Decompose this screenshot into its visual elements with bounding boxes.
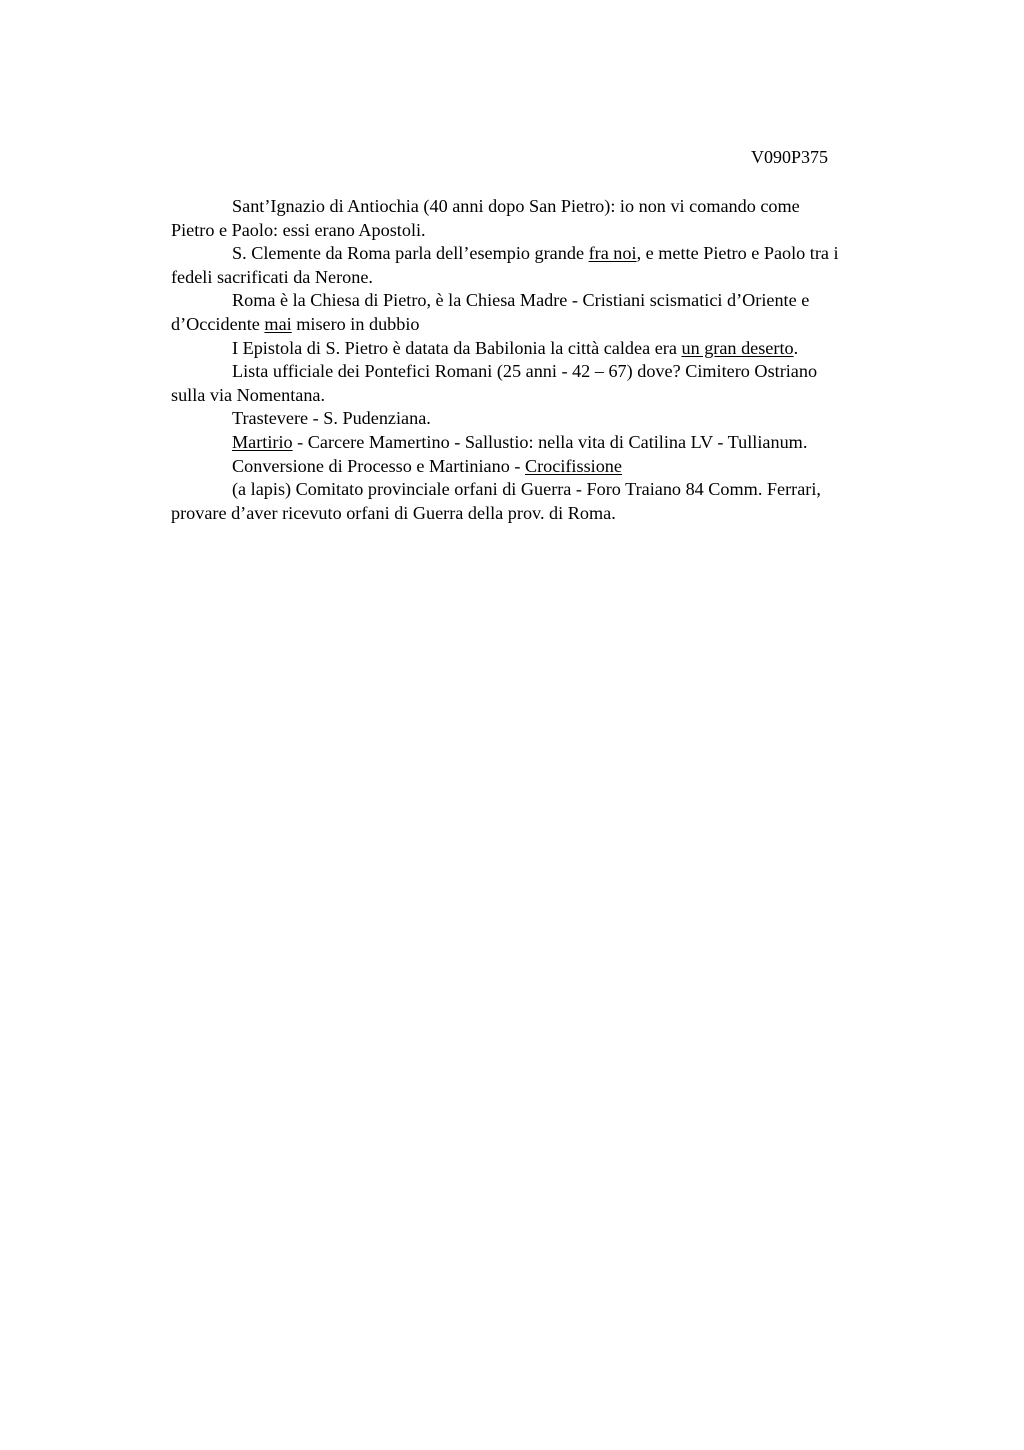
paragraph-line — [171, 455, 931, 479]
paragraph-line — [171, 313, 931, 337]
paragraph-line: provare d’aver ricevuto orfani di Guerra della prov. di Roma. — [171, 502, 616, 523]
paragraph-ignazio — [171, 195, 931, 242]
paragraph-conversione — [171, 455, 931, 479]
text-run: , e mette Pietro e Paolo tra i — [636, 243, 839, 264]
paragraph-line — [171, 431, 931, 455]
paragraph-line: (a lapis) Comitato provinciale orfani di Guerra - Foro Traiano 84 Comm. Ferrari, — [232, 479, 821, 500]
underlined-text: Martirio — [232, 431, 293, 452]
paragraph-lista — [171, 360, 931, 407]
paragraph-martirio — [171, 431, 931, 455]
text-run: Conversione di Processo e Martiniano - — [232, 455, 525, 476]
page-code: V090P375 — [751, 147, 829, 167]
paragraph-epistola — [171, 337, 931, 361]
text-run: S. Clemente da Roma parla dell’esempio grande — [232, 243, 589, 264]
paragraph-line: Sant’Ignazio di Antiochia (40 anni dopo San Pietro): io non vi comando come — [232, 196, 800, 216]
paragraph-line — [171, 337, 931, 361]
paragraph-line — [171, 242, 931, 266]
text-run: d’Occidente — [171, 313, 265, 334]
paragraph-line: sulla via Nomentana. — [171, 384, 326, 405]
paragraph-roma — [171, 289, 931, 336]
paragraph-line: Pietro e Paolo: essi erano Apostoli. — [171, 219, 426, 240]
document-body — [171, 195, 931, 525]
text-run: - Carcere Mamertino - Sallustio: nella vita di Catilina LV - Tullianum. — [292, 431, 808, 452]
underlined-text: mai — [264, 313, 292, 334]
paragraph-line: fedeli sacrificati da Nerone. — [171, 266, 373, 287]
text-run: misero in dubbio — [291, 313, 420, 334]
paragraph-line: Lista ufficiale dei Pontefici Romani (25 anni - 42 – 67) dove? Cimitero Ostriano — [232, 361, 818, 382]
paragraph-comitato — [171, 478, 931, 525]
underlined-text: un gran deserto — [681, 337, 794, 358]
paragraph-clemente — [171, 242, 931, 289]
text-run: . — [793, 337, 799, 358]
underlined-text: Crocifissione — [524, 455, 622, 476]
text-run: I Epistola di S. Pietro è datata da Babilonia la città caldea era — [232, 337, 682, 358]
paragraph-trastevere — [171, 407, 931, 431]
paragraph-line: Roma è la Chiesa di Pietro, è la Chiesa Madre - Cristiani scismatici d’Oriente e — [232, 290, 810, 311]
underlined-text: fra noi — [588, 243, 637, 264]
paragraph-line: Trastevere - S. Pudenziana. — [232, 408, 431, 429]
